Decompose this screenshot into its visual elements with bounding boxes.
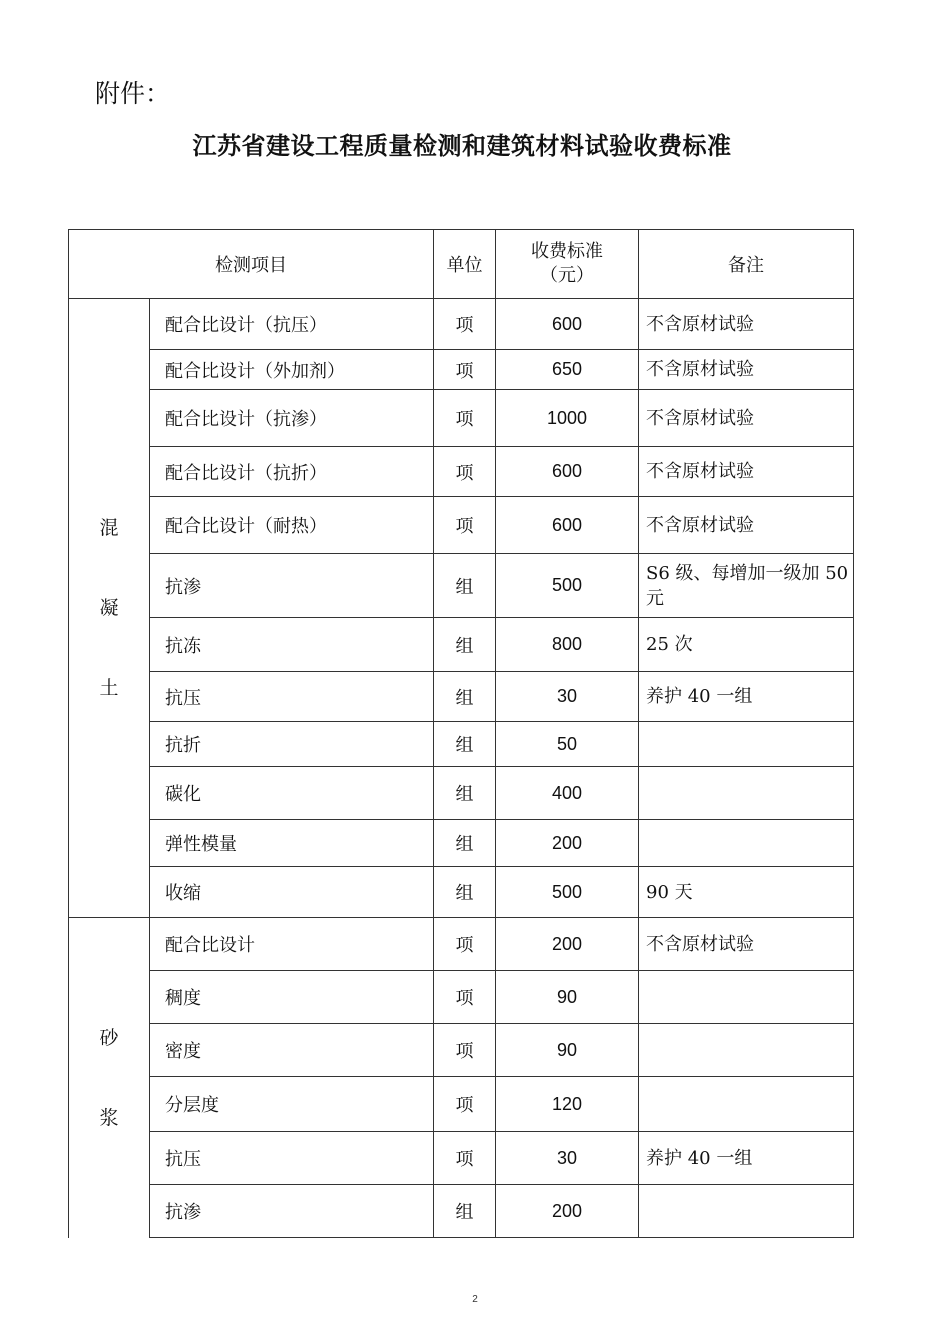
remark-cell: 25 次 <box>639 618 854 672</box>
remark-cell: 不含原材试验 <box>639 497 854 554</box>
table-row <box>69 820 854 867</box>
item-cell: 配合比设计 <box>150 918 434 971</box>
unit-cell: 组 <box>434 554 496 618</box>
header-fee-line1: 收费标准 <box>531 241 603 262</box>
unit-cell: 项 <box>434 1132 496 1185</box>
unit-cell: 组 <box>434 672 496 722</box>
table-row <box>69 618 854 672</box>
fee-cell: 500 <box>496 867 639 918</box>
header-item: 检测项目 <box>69 230 434 299</box>
table-row <box>69 672 854 722</box>
unit-cell: 项 <box>434 971 496 1024</box>
unit-cell: 项 <box>434 497 496 554</box>
remark-cell: 养护 40 一组 <box>639 672 854 722</box>
table-row <box>69 1185 854 1238</box>
item-cell: 抗渗 <box>150 1185 434 1238</box>
header-remark: 备注 <box>639 230 854 299</box>
category-cell <box>69 299 150 918</box>
item-cell: 碳化 <box>150 767 434 820</box>
fee-cell: 400 <box>496 767 639 820</box>
header-fee-line2: （元） <box>540 265 594 286</box>
unit-cell: 项 <box>434 918 496 971</box>
fee-cell: 600 <box>496 497 639 554</box>
remark-cell: S6 级、每增加一级加 50 元 <box>639 554 854 618</box>
unit-cell: 项 <box>434 1024 496 1077</box>
table-row <box>69 1077 854 1132</box>
item-cell: 抗压 <box>150 672 434 722</box>
fee-cell: 500 <box>496 554 639 618</box>
unit-cell: 项 <box>434 350 496 390</box>
table-row <box>69 867 854 918</box>
item-cell: 配合比设计（抗渗） <box>150 390 434 447</box>
page-number: 2 <box>472 1294 478 1305</box>
table-row <box>69 299 854 350</box>
table-row <box>69 497 854 554</box>
fee-cell: 600 <box>496 299 639 350</box>
fee-cell: 200 <box>496 820 639 867</box>
item-cell: 抗折 <box>150 722 434 767</box>
category-char: 混 <box>99 517 119 539</box>
unit-cell: 项 <box>434 390 496 447</box>
remark-cell: 不含原材试验 <box>639 350 854 390</box>
item-cell: 抗渗 <box>150 554 434 618</box>
category-cell <box>69 918 150 1238</box>
unit-cell: 项 <box>434 299 496 350</box>
fee-cell: 120 <box>496 1077 639 1132</box>
item-cell: 抗冻 <box>150 618 434 672</box>
unit-cell: 组 <box>434 820 496 867</box>
item-cell: 配合比设计（抗折） <box>150 447 434 497</box>
item-cell: 弹性模量 <box>150 820 434 867</box>
fee-cell: 200 <box>496 1185 639 1238</box>
remark-cell <box>639 971 854 1024</box>
remark-cell: 不含原材试验 <box>639 299 854 350</box>
item-cell: 配合比设计（外加剂） <box>150 350 434 390</box>
table-row <box>69 971 854 1024</box>
table-row <box>69 1132 854 1185</box>
fee-cell: 50 <box>496 722 639 767</box>
remark-cell <box>639 1185 854 1238</box>
unit-cell: 项 <box>434 447 496 497</box>
item-cell: 配合比设计（抗压） <box>150 299 434 350</box>
table-row <box>69 554 854 618</box>
item-cell: 抗压 <box>150 1132 434 1185</box>
unit-cell: 组 <box>434 867 496 918</box>
table-header-row <box>69 230 854 299</box>
table-row <box>69 350 854 390</box>
document-title: 江苏省建设工程质量检测和建筑材料试验收费标准 <box>192 132 732 160</box>
fee-cell: 90 <box>496 971 639 1024</box>
category-char: 土 <box>99 677 119 699</box>
fee-cell: 600 <box>496 447 639 497</box>
fee-cell: 800 <box>496 618 639 672</box>
remark-cell: 90 天 <box>639 867 854 918</box>
fee-cell: 200 <box>496 918 639 971</box>
remark-cell <box>639 820 854 867</box>
remark-cell <box>639 1077 854 1132</box>
attachment-label: 附件： <box>95 79 171 108</box>
category-char: 浆 <box>99 1106 119 1129</box>
remark-cell <box>639 722 854 767</box>
category-char: 凝 <box>99 597 119 619</box>
table-row <box>69 918 854 971</box>
unit-cell: 组 <box>434 618 496 672</box>
table-row <box>69 447 854 497</box>
item-cell: 分层度 <box>150 1077 434 1132</box>
unit-cell: 项 <box>434 1077 496 1132</box>
unit-cell: 组 <box>434 767 496 820</box>
fee-cell: 1000 <box>496 390 639 447</box>
remark-cell <box>639 1024 854 1077</box>
item-cell: 密度 <box>150 1024 434 1077</box>
item-cell: 收缩 <box>150 867 434 918</box>
unit-cell: 组 <box>434 722 496 767</box>
table-row <box>69 390 854 447</box>
table-row <box>69 767 854 820</box>
header-fee <box>496 230 639 299</box>
remark-cell: 养护 40 一组 <box>639 1132 854 1185</box>
fee-cell: 30 <box>496 1132 639 1185</box>
unit-cell: 组 <box>434 1185 496 1238</box>
fee-cell: 650 <box>496 350 639 390</box>
fee-cell: 30 <box>496 672 639 722</box>
header-unit: 单位 <box>434 230 496 299</box>
item-cell: 稠度 <box>150 971 434 1024</box>
table-row <box>69 1024 854 1077</box>
fee-table <box>68 229 854 1238</box>
category-char: 砂 <box>99 1026 119 1049</box>
remark-cell: 不含原材试验 <box>639 918 854 971</box>
remark-cell <box>639 767 854 820</box>
table-row <box>69 722 854 767</box>
remark-cell: 不含原材试验 <box>639 447 854 497</box>
remark-cell: 不含原材试验 <box>639 390 854 447</box>
fee-cell: 90 <box>496 1024 639 1077</box>
item-cell: 配合比设计（耐热） <box>150 497 434 554</box>
